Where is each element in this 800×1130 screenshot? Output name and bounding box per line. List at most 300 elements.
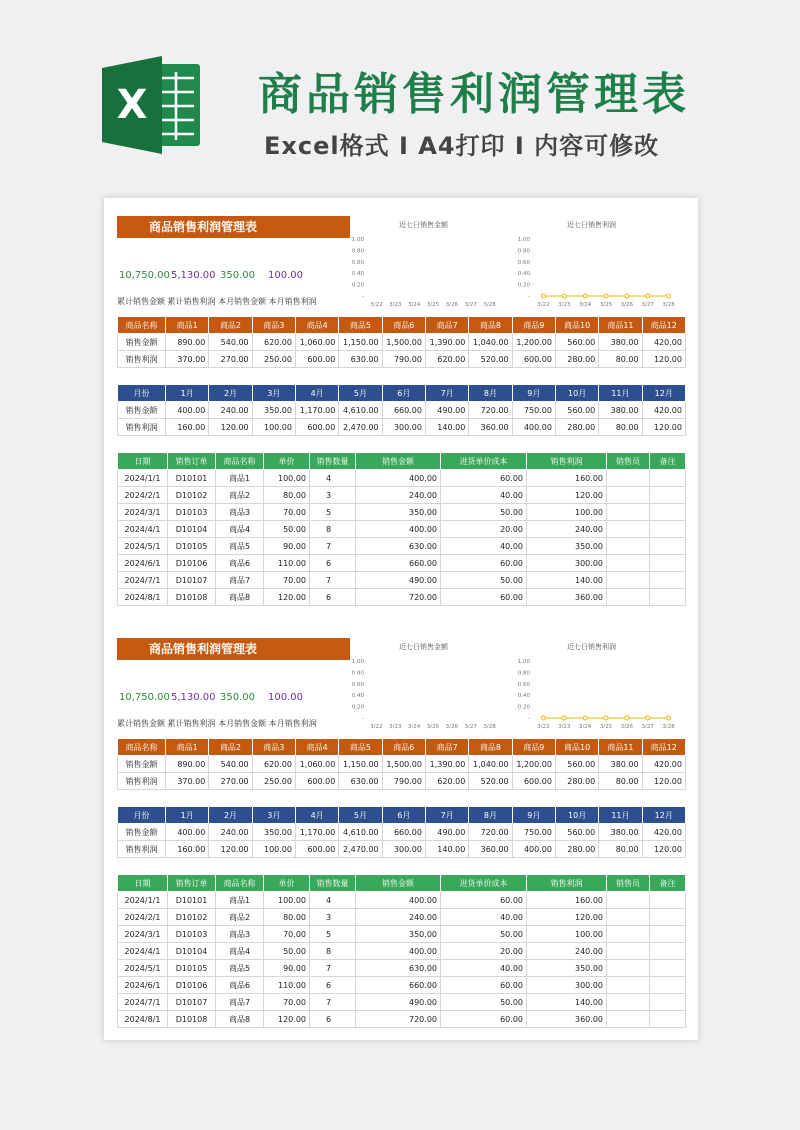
table-cell: 2024/6/1: [118, 555, 168, 572]
table-cell: 600.00: [512, 773, 555, 790]
table-cell: 8: [310, 943, 356, 960]
table-cell: 120.00: [527, 909, 607, 926]
table-cell: 1,150.00: [339, 756, 382, 773]
table-cell: 60.00: [441, 892, 527, 909]
chart-title: 近七日销售利润: [567, 643, 616, 651]
table-cell: 60.00: [441, 589, 527, 606]
x-tick-label: 3/24: [407, 724, 421, 730]
table-cell: [650, 926, 686, 943]
table-cell: 70.00: [264, 504, 310, 521]
table-row: [118, 555, 686, 572]
table-cell: 50.00: [264, 521, 310, 538]
table-row: [118, 977, 686, 994]
y-tick-label: 0.80: [517, 248, 530, 255]
table-cell: 60.00: [441, 470, 527, 487]
x-tick-label: 3/26: [620, 302, 634, 308]
column-header: 9月: [512, 807, 555, 824]
table-row: [118, 419, 686, 436]
column-header: 6月: [382, 807, 425, 824]
column-header: 商品2: [209, 317, 252, 334]
column-header: 单价: [264, 453, 310, 470]
table-cell: 商品3: [216, 926, 264, 943]
table-cell: 商品1: [216, 892, 264, 909]
table-cell: 1,500.00: [382, 334, 425, 351]
table-cell: 630.00: [356, 538, 441, 555]
x-tick-label: 3/23: [389, 724, 402, 730]
table-row: [118, 334, 686, 351]
table-header-row: [118, 317, 686, 334]
table-cell: [650, 555, 686, 572]
y-tick-label: 0.20: [351, 282, 364, 289]
column-header: 销售金额: [356, 875, 441, 892]
table-cell: 300.00: [527, 977, 607, 994]
table-cell: 6: [310, 555, 356, 572]
table-cell: 2024/8/1: [118, 589, 168, 606]
table-cell: 1,040.00: [469, 756, 512, 773]
table-cell: D10106: [168, 977, 216, 994]
table-cell: 160.00: [166, 841, 209, 858]
table-cell: 商品2: [216, 909, 264, 926]
table-cell: 50.00: [441, 926, 527, 943]
column-header: 商品名称: [118, 739, 166, 756]
table-cell: 1,040.00: [469, 334, 512, 351]
table-cell: 90.00: [264, 538, 310, 555]
column-header: 商品11: [599, 317, 642, 334]
table-row: [118, 521, 686, 538]
table-header-row: [118, 875, 686, 892]
table-cell: 80.00: [264, 487, 310, 504]
column-header: 4月: [295, 807, 338, 824]
table-cell: 300.00: [382, 841, 425, 858]
table-cell: 1,200.00: [512, 334, 555, 351]
table-cell: 160.00: [527, 470, 607, 487]
column-header: 7月: [425, 385, 468, 402]
y-tick-label: 0.40: [351, 693, 364, 700]
y-tick-label: -: [362, 294, 364, 300]
table-cell: 350.00: [527, 960, 607, 977]
column-header: 2月: [209, 385, 252, 402]
sheet-page: [117, 634, 685, 1042]
table-cell: [607, 555, 650, 572]
column-header: 商品5: [339, 739, 382, 756]
kpi-total-profit: 5,130.00: [171, 270, 216, 281]
x-tick-label: 3/22: [370, 302, 383, 308]
sales-chart: [337, 634, 505, 732]
table-cell: [650, 977, 686, 994]
table-cell: 2024/4/1: [118, 521, 168, 538]
column-header: 商品3: [252, 317, 295, 334]
table-cell: 120.00: [209, 841, 252, 858]
table-cell: 630.00: [339, 773, 382, 790]
y-tick-label: 0.40: [517, 693, 530, 700]
table-header-row: [118, 453, 686, 470]
table-row: [118, 841, 686, 858]
table-cell: 商品7: [216, 994, 264, 1011]
x-tick-label: 3/27: [464, 302, 477, 308]
table-cell: 2024/7/1: [118, 994, 168, 1011]
x-tick-label: 3/26: [445, 724, 459, 730]
table-cell: 销售利润: [118, 773, 166, 790]
table-cell: 420.00: [642, 402, 685, 419]
table-cell: 2024/5/1: [118, 960, 168, 977]
table-cell: 2024/4/1: [118, 943, 168, 960]
kpi-month-profit: 100.00: [268, 270, 303, 281]
table-cell: 240.00: [527, 521, 607, 538]
table-cell: 280.00: [555, 419, 598, 436]
table-cell: 140.00: [527, 994, 607, 1011]
x-tick-label: 3/23: [558, 724, 571, 730]
table-cell: 50.00: [264, 943, 310, 960]
table-cell: 2,470.00: [339, 841, 382, 858]
x-tick-label: 3/28: [483, 302, 496, 308]
table-cell: [607, 487, 650, 504]
column-header: 商品3: [252, 739, 295, 756]
x-tick-label: 3/23: [558, 302, 571, 308]
excel-logo-icon: [102, 56, 202, 154]
table-cell: 750.00: [512, 824, 555, 841]
table-cell: 1,500.00: [382, 756, 425, 773]
table-cell: [650, 470, 686, 487]
sheet-page: [117, 212, 685, 620]
table-cell: 7: [310, 538, 356, 555]
table-cell: 120.00: [527, 487, 607, 504]
table-cell: [650, 1011, 686, 1028]
y-tick-label: 0.20: [351, 704, 364, 711]
column-header: 日期: [118, 453, 168, 470]
sales-chart: [337, 212, 505, 310]
line-point: [562, 716, 566, 720]
table-cell: 790.00: [382, 351, 425, 368]
table-cell: 1,390.00: [425, 334, 468, 351]
page-subtitle: Excel格式 I A4打印 I 内容可修改: [264, 132, 660, 160]
y-tick-label: 0.80: [351, 248, 364, 255]
table-cell: 350.00: [252, 402, 295, 419]
table-cell: 400.00: [356, 943, 441, 960]
table-cell: 600.00: [295, 773, 338, 790]
svg-text:X: X: [116, 82, 148, 128]
table-cell: 商品6: [216, 977, 264, 994]
x-tick-label: 3/27: [464, 724, 477, 730]
table-header-row: [118, 385, 686, 402]
table-cell: 750.00: [512, 402, 555, 419]
table-cell: 2024/6/1: [118, 977, 168, 994]
order-table: [117, 874, 686, 1028]
kpi-row: [117, 270, 357, 286]
table-cell: 600.00: [512, 351, 555, 368]
table-cell: [607, 960, 650, 977]
kpi-total-sales: 10,750.00: [119, 270, 170, 281]
table-cell: 370.00: [166, 773, 209, 790]
table-cell: 2024/3/1: [118, 504, 168, 521]
table-header-row: [118, 739, 686, 756]
table-cell: 6: [310, 1011, 356, 1028]
column-header: 商品4: [295, 739, 338, 756]
column-header: 9月: [512, 385, 555, 402]
column-header: 4月: [295, 385, 338, 402]
table-cell: 1,170.00: [295, 824, 338, 841]
table-cell: 40.00: [441, 538, 527, 555]
x-tick-label: 3/26: [620, 724, 634, 730]
table-cell: 80.00: [264, 909, 310, 926]
table-cell: 490.00: [356, 572, 441, 589]
table-cell: [650, 909, 686, 926]
column-header: 商品12: [642, 317, 685, 334]
table-cell: 商品7: [216, 572, 264, 589]
table-cell: 70.00: [264, 926, 310, 943]
table-cell: 70.00: [264, 572, 310, 589]
table-cell: [607, 994, 650, 1011]
line-point: [625, 294, 629, 298]
table-cell: 100.00: [264, 892, 310, 909]
table-row: [118, 402, 686, 419]
table-cell: 380.00: [599, 756, 642, 773]
table-cell: D10105: [168, 960, 216, 977]
y-tick-label: 1.00: [351, 659, 364, 665]
table-cell: 540.00: [209, 756, 252, 773]
table-cell: [650, 538, 686, 555]
table-cell: 600.00: [295, 419, 338, 436]
table-cell: 商品8: [216, 589, 264, 606]
table-cell: 5: [310, 504, 356, 521]
column-header: 商品8: [469, 317, 512, 334]
table-cell: 1,170.00: [295, 402, 338, 419]
table-cell: 630.00: [339, 351, 382, 368]
table-cell: 240.00: [356, 487, 441, 504]
table-cell: 240.00: [209, 824, 252, 841]
order-table: [117, 452, 686, 606]
table-cell: 420.00: [642, 756, 685, 773]
column-header: 销售员: [607, 875, 650, 892]
table-cell: 120.00: [642, 841, 685, 858]
column-header: 商品12: [642, 739, 685, 756]
column-header: 商品6: [382, 739, 425, 756]
table-cell: 110.00: [264, 555, 310, 572]
table-cell: 120.00: [264, 589, 310, 606]
column-header: 12月: [642, 385, 685, 402]
column-header: 11月: [599, 807, 642, 824]
table-cell: 520.00: [469, 351, 512, 368]
table-cell: 490.00: [356, 994, 441, 1011]
sheet-banner-title: 商品销售利润管理表: [117, 638, 350, 660]
column-header: 8月: [469, 385, 512, 402]
column-header: 商品10: [555, 317, 598, 334]
table-cell: 400.00: [166, 402, 209, 419]
table-cell: 520.00: [469, 773, 512, 790]
table-row: [118, 909, 686, 926]
column-header: 日期: [118, 875, 168, 892]
line-point: [541, 294, 545, 298]
table-cell: 660.00: [382, 402, 425, 419]
table-cell: 商品4: [216, 521, 264, 538]
table-cell: [650, 589, 686, 606]
table-cell: [607, 589, 650, 606]
table-cell: 400.00: [166, 824, 209, 841]
table-cell: 400.00: [512, 419, 555, 436]
x-tick-label: 3/26: [445, 302, 459, 308]
table-cell: 100.00: [264, 470, 310, 487]
column-header: 单价: [264, 875, 310, 892]
table-cell: 890.00: [166, 334, 209, 351]
line-point: [625, 716, 629, 720]
table-cell: [650, 504, 686, 521]
column-header: 销售利润: [527, 875, 607, 892]
table-cell: 50.00: [441, 572, 527, 589]
table-cell: 160.00: [166, 419, 209, 436]
table-row: [118, 926, 686, 943]
table-cell: [650, 960, 686, 977]
table-cell: 140.00: [425, 419, 468, 436]
table-cell: 380.00: [599, 824, 642, 841]
table-cell: 40.00: [441, 960, 527, 977]
x-tick-label: 3/28: [483, 724, 496, 730]
table-cell: D10102: [168, 909, 216, 926]
table-cell: D10108: [168, 1011, 216, 1028]
table-cell: D10101: [168, 892, 216, 909]
kpi-month-sales: 350.00: [220, 692, 255, 703]
x-tick-label: 3/27: [641, 724, 654, 730]
table-cell: D10103: [168, 926, 216, 943]
line-point: [604, 716, 608, 720]
x-tick-label: 3/22: [370, 724, 383, 730]
y-tick-label: 0.60: [351, 681, 364, 688]
table-cell: 销售利润: [118, 351, 166, 368]
table-cell: 2,470.00: [339, 419, 382, 436]
table-row: [118, 470, 686, 487]
table-cell: 350.00: [356, 504, 441, 521]
table-cell: 560.00: [555, 756, 598, 773]
table-cell: 40.00: [441, 487, 527, 504]
column-header: 商品7: [425, 739, 468, 756]
table-cell: 4,610.00: [339, 824, 382, 841]
table-row: [118, 351, 686, 368]
table-cell: 销售利润: [118, 419, 166, 436]
column-header: 8月: [469, 807, 512, 824]
table-cell: 2024/2/1: [118, 909, 168, 926]
table-cell: 100.00: [252, 841, 295, 858]
column-header: 销售订单: [168, 875, 216, 892]
table-cell: 120.00: [642, 773, 685, 790]
table-cell: D10101: [168, 470, 216, 487]
line-point: [667, 716, 671, 720]
table-cell: 100.00: [252, 419, 295, 436]
kpi-labels: 累计销售金额 累计销售利润 本月销售金额 本月销售利润: [117, 719, 317, 728]
table-cell: 销售金额: [118, 402, 166, 419]
table-cell: 360.00: [527, 1011, 607, 1028]
y-tick-label: 0.60: [517, 681, 530, 688]
y-tick-label: 0.40: [517, 271, 530, 278]
table-cell: 80.00: [599, 773, 642, 790]
table-cell: 2024/3/1: [118, 926, 168, 943]
table-cell: 商品8: [216, 1011, 264, 1028]
table-row: [118, 1011, 686, 1028]
chart-title: 近七日销售金额: [399, 221, 448, 229]
table-cell: 380.00: [599, 334, 642, 351]
table-cell: [607, 538, 650, 555]
column-header: 商品10: [555, 739, 598, 756]
table-cell: 3: [310, 487, 356, 504]
table-cell: 270.00: [209, 773, 252, 790]
table-cell: 2024/7/1: [118, 572, 168, 589]
table-cell: D10104: [168, 943, 216, 960]
kpi-labels: 累计销售金额 累计销售利润 本月销售金额 本月销售利润: [117, 297, 317, 306]
table-cell: [607, 572, 650, 589]
product-table: [117, 316, 686, 368]
column-header: 商品11: [599, 739, 642, 756]
table-row: [118, 943, 686, 960]
month-table: [117, 806, 686, 858]
line-point: [646, 716, 650, 720]
table-cell: 80.00: [599, 419, 642, 436]
y-tick-label: 0.80: [351, 670, 364, 677]
table-cell: 2024/1/1: [118, 892, 168, 909]
column-header: 商品1: [166, 317, 209, 334]
table-cell: 6: [310, 589, 356, 606]
table-cell: 1,060.00: [295, 334, 338, 351]
table-cell: 8: [310, 521, 356, 538]
column-header: 7月: [425, 807, 468, 824]
kpi-total-sales: 10,750.00: [119, 692, 170, 703]
x-tick-label: 3/24: [407, 302, 421, 308]
table-cell: 100.00: [527, 926, 607, 943]
y-tick-label: -: [528, 716, 530, 722]
y-tick-label: 1.00: [517, 237, 530, 243]
table-cell: 60.00: [441, 555, 527, 572]
table-cell: 250.00: [252, 773, 295, 790]
table-cell: 140.00: [425, 841, 468, 858]
table-cell: 2024/8/1: [118, 1011, 168, 1028]
table-cell: 1,060.00: [295, 756, 338, 773]
table-cell: 7: [310, 994, 356, 1011]
column-header: 12月: [642, 807, 685, 824]
column-header: 月份: [118, 807, 166, 824]
column-header: 商品2: [209, 739, 252, 756]
line-point: [604, 294, 608, 298]
table-cell: 400.00: [356, 470, 441, 487]
table-cell: [607, 977, 650, 994]
column-header: 3月: [252, 385, 295, 402]
table-cell: 350.00: [527, 538, 607, 555]
table-cell: 620.00: [252, 756, 295, 773]
line-point: [562, 294, 566, 298]
line-point: [667, 294, 671, 298]
x-tick-label: 3/27: [641, 302, 654, 308]
column-header: 11月: [599, 385, 642, 402]
column-header: 5月: [339, 385, 382, 402]
line-point: [541, 716, 545, 720]
sheet-paper: [104, 198, 698, 1040]
table-cell: 80.00: [599, 351, 642, 368]
table-cell: 720.00: [356, 589, 441, 606]
table-cell: [650, 521, 686, 538]
table-cell: 370.00: [166, 351, 209, 368]
table-cell: 360.00: [469, 841, 512, 858]
column-header: 1月: [166, 807, 209, 824]
table-cell: 350.00: [252, 824, 295, 841]
table-cell: 380.00: [599, 402, 642, 419]
product-table: [117, 738, 686, 790]
table-cell: [650, 487, 686, 504]
column-header: 2月: [209, 807, 252, 824]
table-cell: 360.00: [469, 419, 512, 436]
table-cell: 490.00: [425, 824, 468, 841]
table-cell: 890.00: [166, 756, 209, 773]
table-cell: [607, 926, 650, 943]
table-cell: 100.00: [527, 504, 607, 521]
column-header: 3月: [252, 807, 295, 824]
table-cell: 40.00: [441, 909, 527, 926]
table-cell: 720.00: [469, 824, 512, 841]
page-title: 商品销售利润管理表: [258, 69, 690, 120]
